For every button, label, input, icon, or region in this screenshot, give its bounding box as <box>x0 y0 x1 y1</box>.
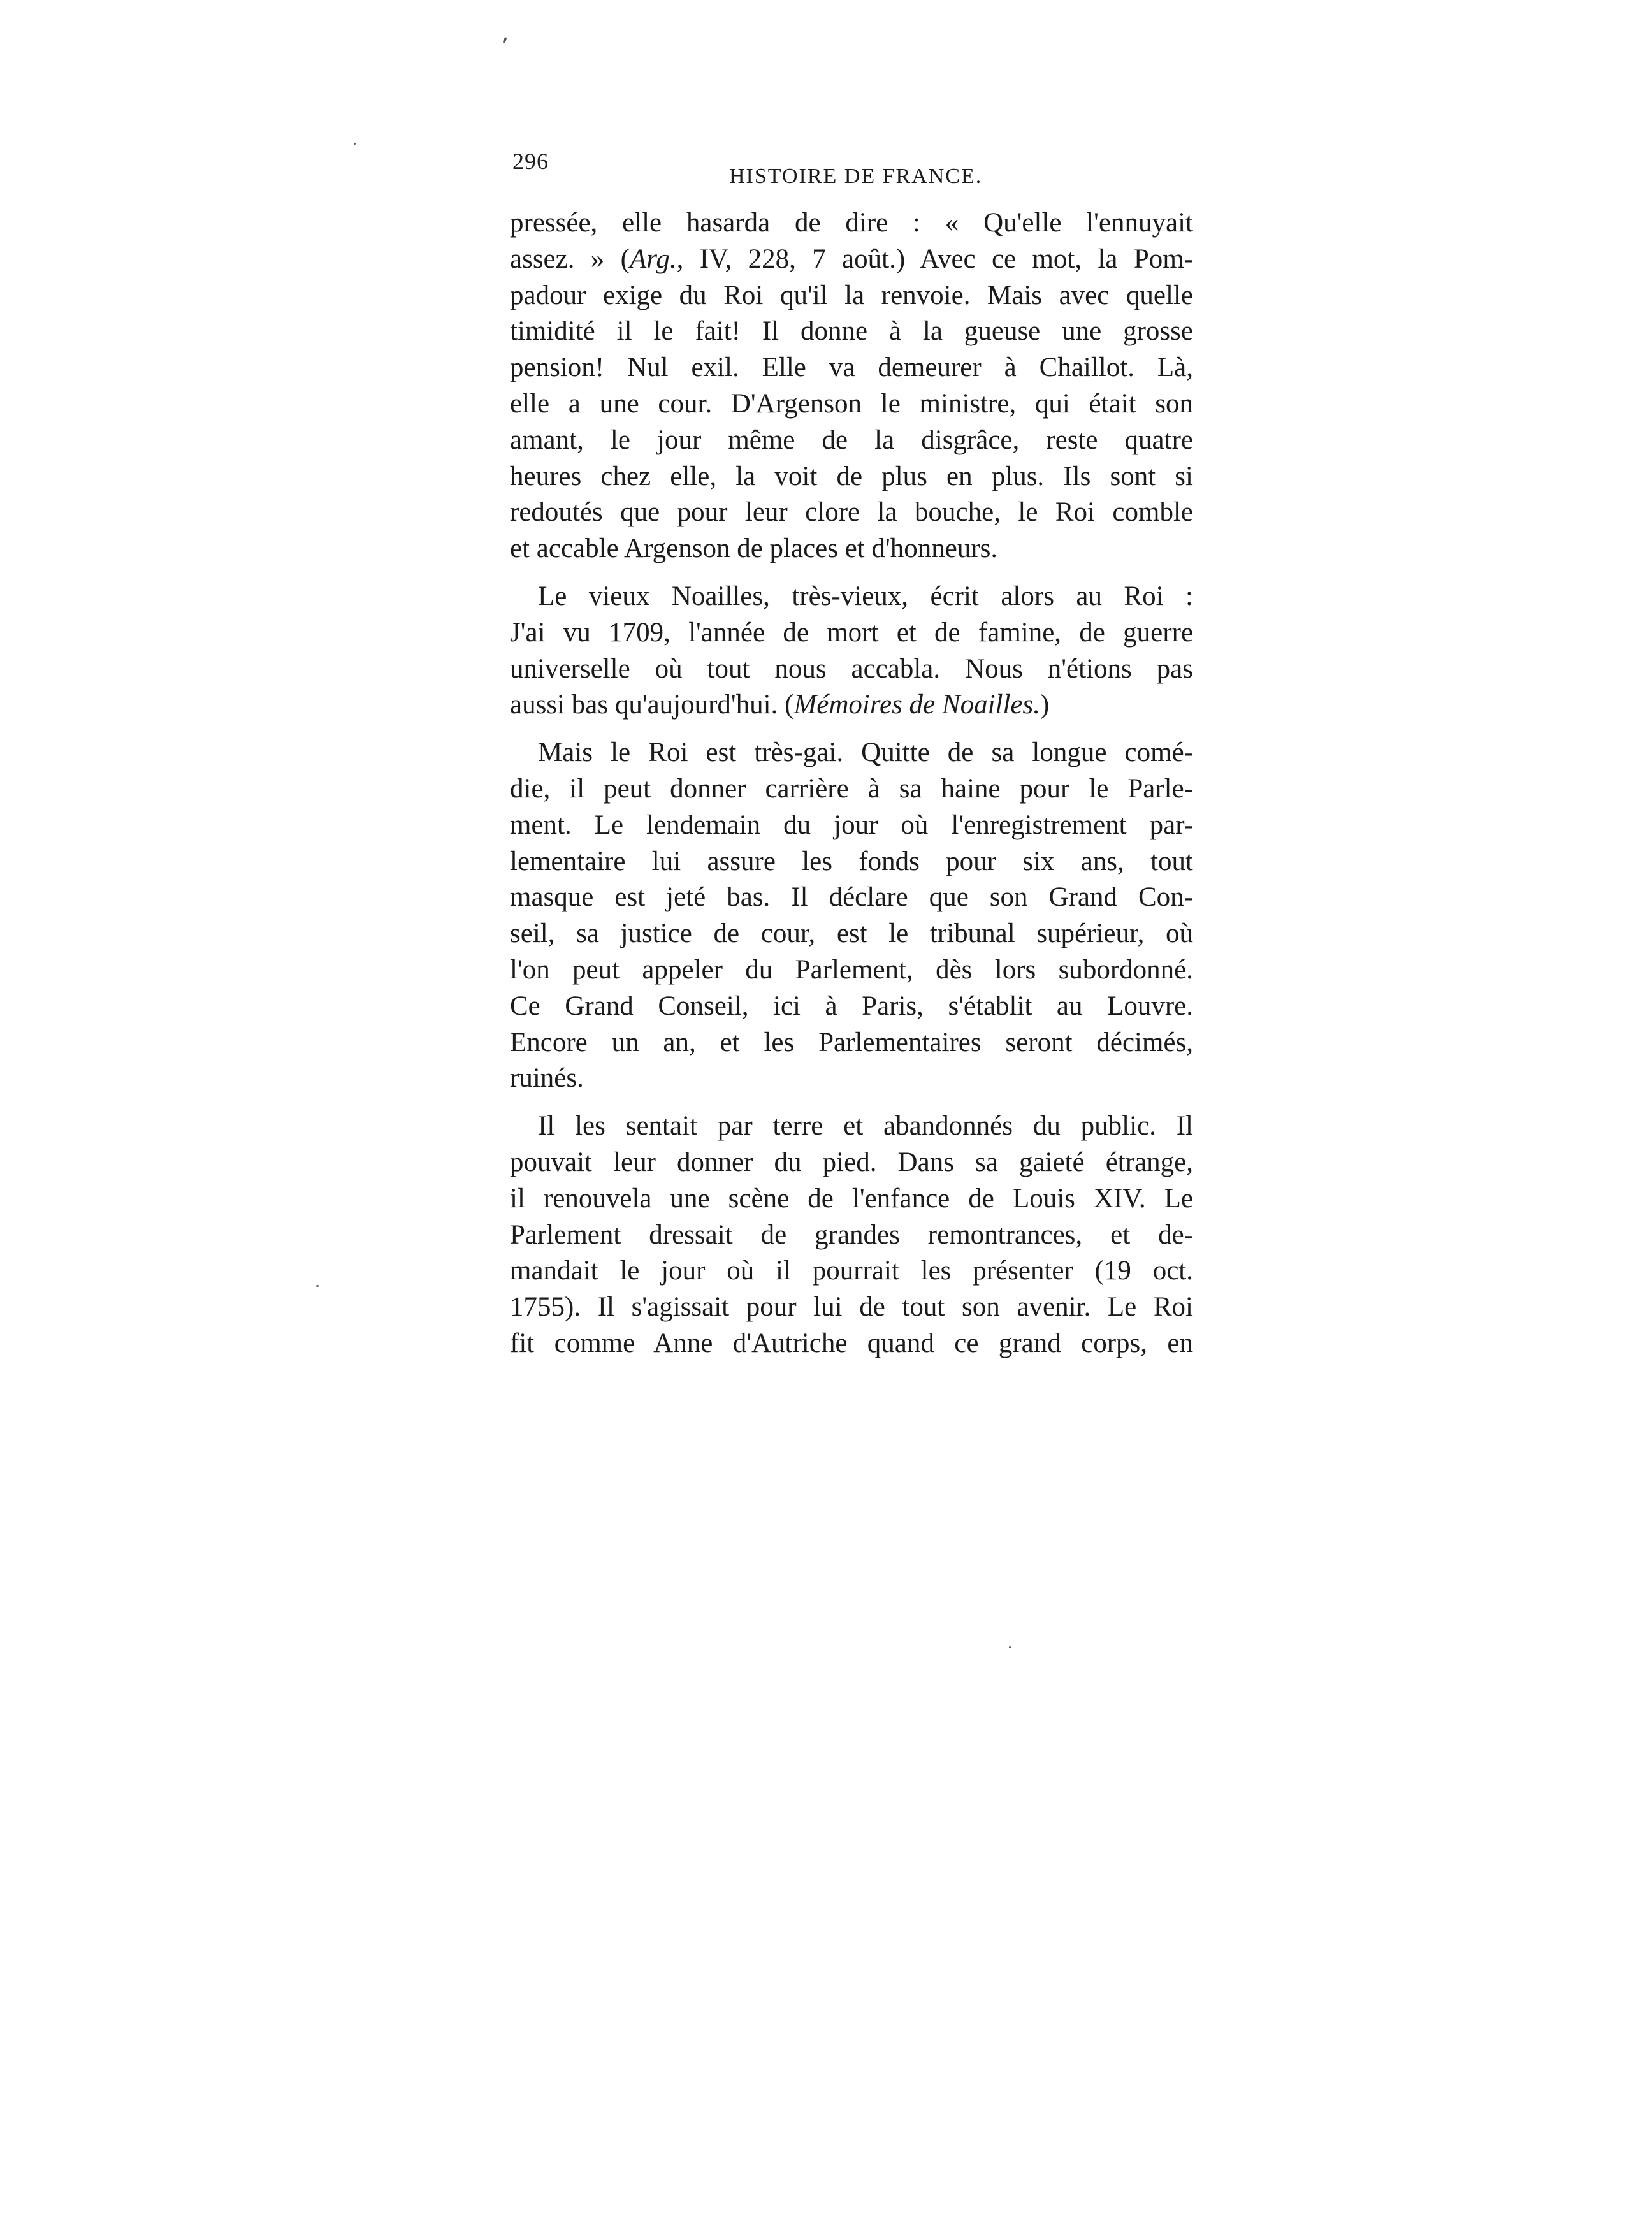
text-line: masque est jeté bas. Il déclare que son Grand Con- <box>510 882 1193 913</box>
paragraph-4 <box>510 1108 1193 1362</box>
scan-speck <box>354 143 356 145</box>
scan-speck <box>316 1285 319 1287</box>
text-line: elle a une cour. D'Argenson le ministre, qui était son <box>510 388 1193 419</box>
page-number: 296 <box>512 149 549 174</box>
scan-speck <box>1009 1646 1011 1648</box>
text-line: 1755). Il s'agissait pour lui de tout son avenir. Le Roi <box>510 1292 1193 1323</box>
body-text <box>510 205 1193 1362</box>
text-line: pouvait leur donner du pied. Dans sa gaieté étrange, <box>510 1147 1193 1177</box>
text-line: lementaire lui assure les fonds pour six ans, tout <box>510 846 1193 876</box>
text-line: J'ai vu 1709, l'année de mort et de famine, de guerre <box>510 617 1193 648</box>
text-line: redoutés que pour leur clore la bouche, le Roi comble <box>510 497 1193 528</box>
text-line: timidité il le fait! Il donne à la gueuse une grosse <box>510 316 1193 347</box>
text-line: pressée, elle hasarda de dire : « Qu'elle l'ennuyait <box>510 208 1193 238</box>
text-line: aussi bas qu'aujourd'hui. (Mémoires de Noailles.) <box>510 690 1050 720</box>
paragraph-2 <box>510 579 1193 723</box>
text-line: ruinés. <box>510 1063 584 1094</box>
text-line: Ce Grand Conseil, ici à Paris, s'établit au Louvre. <box>510 991 1193 1021</box>
running-title: HISTOIRE DE FRANCE. <box>729 164 983 188</box>
paragraph-3 <box>510 735 1193 1097</box>
text-line: pension! Nul exil. Elle va demeurer à Chaillot. Là, <box>510 352 1193 383</box>
text-line: Le vieux Noailles, très-vieux, écrit alors au Roi : <box>538 581 1193 611</box>
text-line: Mais le Roi est très-gai. Quitte de sa longue comé- <box>538 737 1193 768</box>
text-line: heures chez elle, la voit de plus en plus. Ils sont si <box>510 461 1193 491</box>
paragraph-1 <box>510 205 1193 567</box>
text-line: amant, le jour même de la disgrâce, reste quatre <box>510 425 1193 455</box>
text-line: padour exige du Roi qu'il la renvoie. Mais avec quelle <box>510 280 1193 310</box>
text-line: et accable Argenson de places et d'honneurs. <box>510 534 998 564</box>
text-line: assez. » (Arg., IV, 228, 7 août.) Avec ce mot, la Pom- <box>510 243 1193 274</box>
page-header <box>512 148 1193 186</box>
text-line: Encore un an, et les Parlementaires seront décimés, <box>510 1027 1193 1057</box>
text-line: il renouvela une scène de l'enfance de Louis XIV. Le <box>510 1183 1193 1214</box>
text-line: ment. Le lendemain du jour où l'enregistrement par- <box>510 809 1193 840</box>
scan-speck <box>502 37 507 44</box>
text-line: die, il peut donner carrière à sa haine pour le Parle- <box>510 773 1193 804</box>
text-line: fit comme Anne d'Autriche quand ce grand corps, en <box>510 1328 1193 1358</box>
text-line: universelle où tout nous accabla. Nous n'étions pas <box>510 653 1193 684</box>
text-line: l'on peut appeler du Parlement, dès lors subordonné. <box>510 954 1193 985</box>
text-line: Il les sentait par terre et abandonnés du public. Il <box>538 1111 1193 1142</box>
text-line: mandait le jour où il pourrait les présenter (19 oct. <box>510 1256 1193 1286</box>
text-line: Parlement dressait de grandes remontrances, et de- <box>510 1219 1193 1250</box>
text-line: seil, sa justice de cour, est le tribunal supérieur, où <box>510 918 1193 949</box>
